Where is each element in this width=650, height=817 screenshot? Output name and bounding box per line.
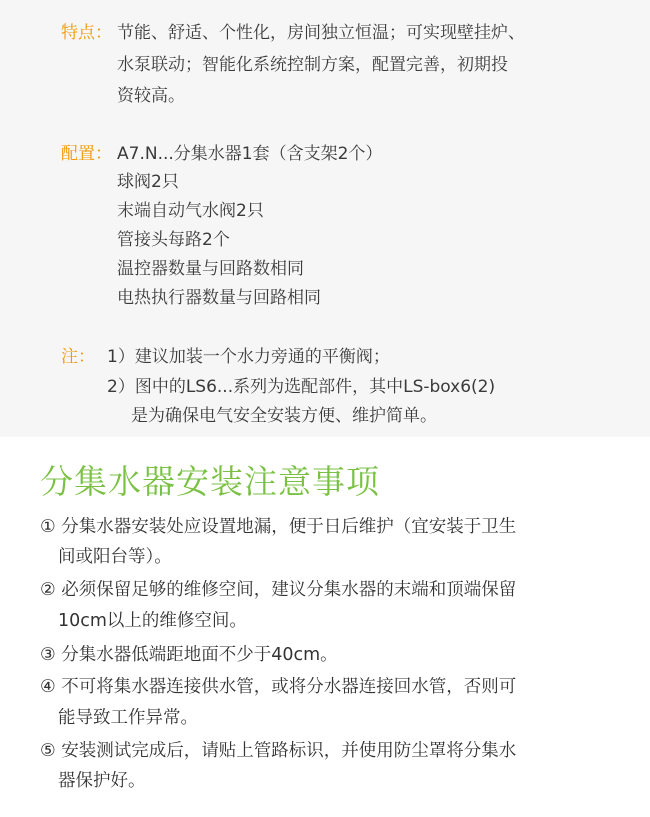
install-item-4-line-2: 能导致工作异常。 xyxy=(58,708,198,728)
install-item-5-line-1: ⑤ 安装测试完成后，请贴上管路标识，并使用防尘罩将分集水 xyxy=(40,741,517,761)
notes-line-1: 1）建议加装一个水力旁通的平衡阀； xyxy=(107,347,390,367)
config-line-6: 电热执行器数量与回路相同 xyxy=(117,288,321,308)
features-line-2: 水泵联动；智能化系统控制方案，配置完善，初期投 xyxy=(117,55,508,75)
config-line-1: A7.N...分集水器1套（含支架2个） xyxy=(117,144,383,164)
install-title: 分集水器安装注意事项 xyxy=(40,462,380,501)
notes-label: 注： xyxy=(61,347,95,367)
install-item-2-line-1: ② 必须保留足够的维修空间，建议分集水器的末端和顶端保留 xyxy=(40,580,517,600)
notes-line-3: 是为确保电气安全安装方便、维护简单。 xyxy=(131,406,437,426)
install-item-1-line-2: 间或阳台等）。 xyxy=(58,547,172,567)
config-line-3: 末端自动气水阀2只 xyxy=(117,201,264,221)
config-line-4: 管接头每路2个 xyxy=(117,230,230,250)
features-label: 特点： xyxy=(61,23,112,43)
install-item-4-line-1: ④ 不可将集水器连接供水管，或将分水器连接回水管，否则可 xyxy=(40,677,517,697)
config-line-2: 球阀2只 xyxy=(117,172,179,192)
config-label: 配置： xyxy=(61,144,112,164)
config-line-5: 温控器数量与回路数相同 xyxy=(117,259,304,279)
install-item-5-line-2: 器保护好。 xyxy=(58,771,146,791)
install-item-3-line-1: ③ 分集水器低端距地面不少于40cm。 xyxy=(40,645,338,665)
features-line-1: 节能、舒适、个性化，房间独立恒温；可实现壁挂炉、 xyxy=(117,23,525,43)
install-item-1-line-1: ① 分集水器安装处应设置地漏，便于日后维护（宜安装于卫生 xyxy=(40,517,517,537)
features-line-3: 资较高。 xyxy=(117,86,185,106)
install-item-2-line-2: 10cm以上的维修空间。 xyxy=(58,611,247,631)
notes-line-2: 2）图中的LS6...系列为选配部件，其中LS-box6(2) xyxy=(107,377,496,397)
